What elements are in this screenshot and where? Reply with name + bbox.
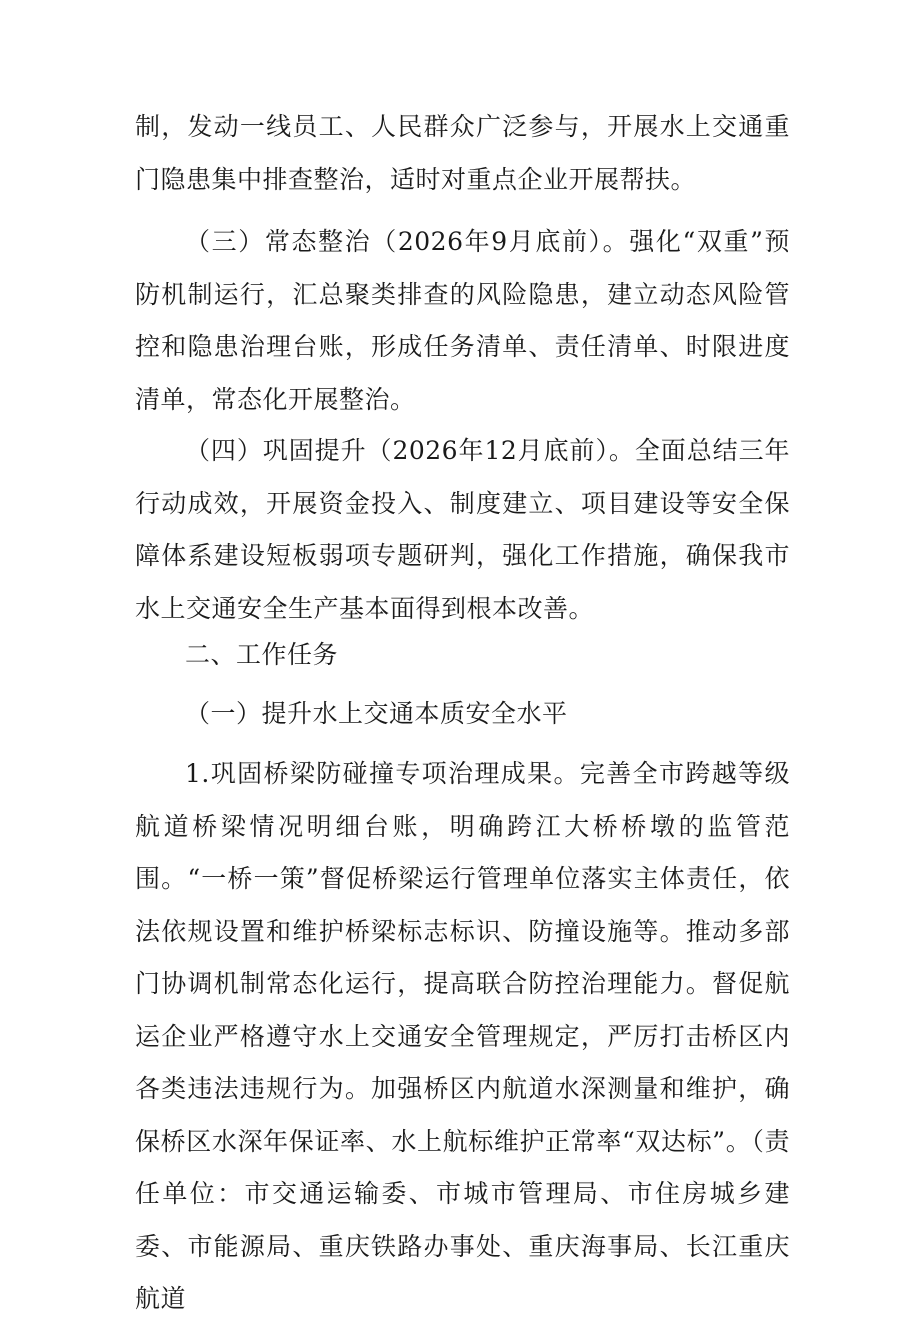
- subsection-heading-safety-level: （一）提升水上交通本质安全水平: [185, 699, 568, 728]
- section-heading-work-tasks: 二、工作任务: [185, 640, 339, 669]
- paragraph-continuation: 制，发动一线员工、人民群众广泛参与，开展水上交通重门隐患集中排查整治，适时对重点企业开展帮扶。: [135, 112, 790, 194]
- paragraph-stage-four: （四）巩固提升（2026年12月底前）。全面总结三年行动成效，开展资金投入、制度建立、项目建设等安全保障体系建设短板弱项专题研判，强化工作措施，确保我市水上交通安全生产基本面得到根本改善。: [135, 436, 790, 623]
- paragraph-task-one: 1.巩固桥梁防碰撞专项治理成果。完善全市跨越等级航道桥梁情况明细台账，明确跨江大桥桥墩的监管范围。“一桥一策”督促桥梁运行管理单位落实主体责任，依法依规设置和维护桥梁标志标识、防撞设施等。推动多部门协调机制常态化运行，提高联合防控治理能力。督促航运企业严格遵守水上交通安全管理规定，严厉打击桥区内各类违法违规行为。加强桥区内航道水深测量和维护，确保桥区水深年保证率、水上航标维护正常率“双达标”。（责任单位：市交通运输委、市城市管理局、市住房城乡建委、市能源局、重庆铁路办事处、重庆海事局、长江重庆航道: [135, 759, 790, 1313]
- paragraph-stage-three: （三）常态整治（2026年9月底前）。强化“双重”预防机制运行，汇总聚类排查的风险隐患，建立动态风险管控和隐患治理台账，形成任务清单、责任清单、时限进度清单，常态化开展整治。: [135, 227, 790, 414]
